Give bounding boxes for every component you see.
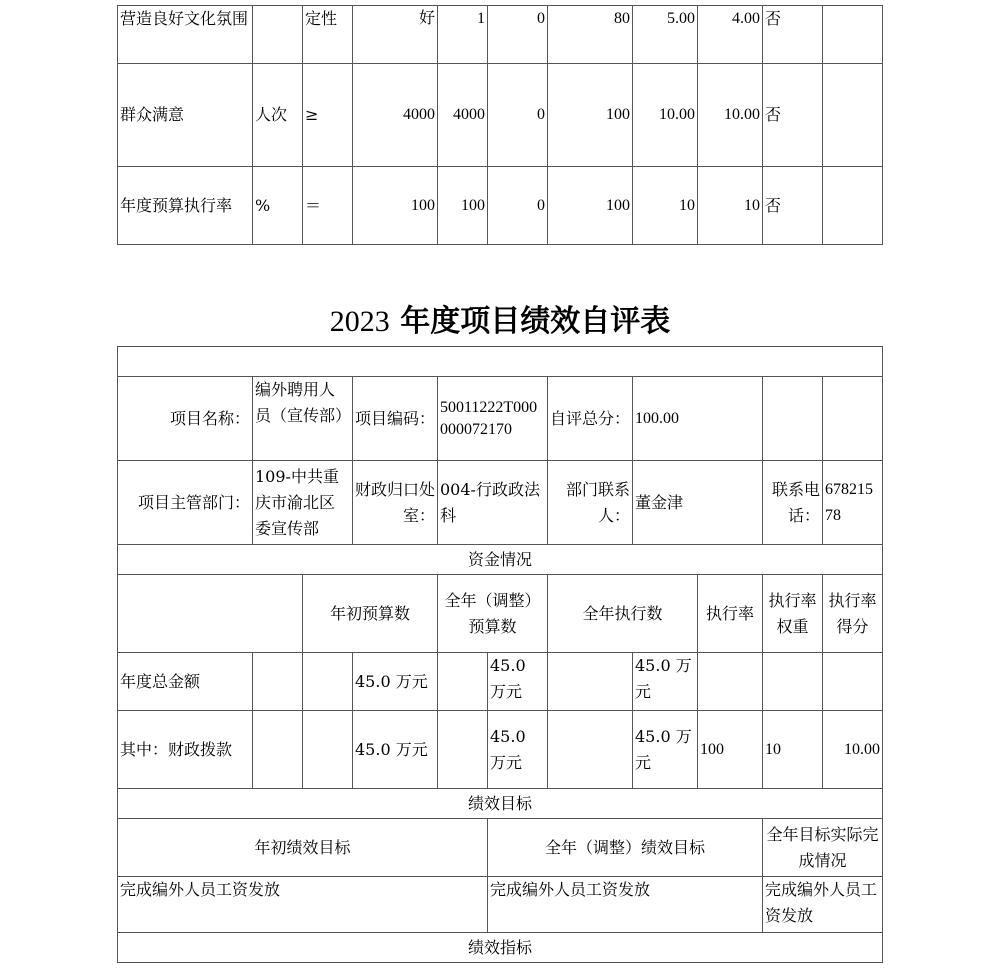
adjusted-goal-text: 完成编外人员工资发放 <box>488 877 763 933</box>
indicator-score: 4.00 <box>698 6 763 64</box>
total-score-value: 100.00 <box>633 377 763 461</box>
executed-value: 45.0 万元 <box>633 653 698 711</box>
actual-completion-header: 全年目标实际完成情况 <box>763 819 883 877</box>
table-row <box>118 64 883 167</box>
goals-content-row <box>118 877 883 933</box>
indicator-unit: % <box>253 167 303 245</box>
initial-budget-header: 年初预算数 <box>303 575 438 653</box>
funds-header-row <box>118 575 883 653</box>
indicator-actual: 1 <box>438 6 488 64</box>
indicator-flag: 否 <box>763 6 823 64</box>
rate-weight-value: 10 <box>763 711 823 789</box>
indicator-score: 10.00 <box>698 64 763 167</box>
department-row <box>118 461 883 545</box>
initial-goal-header: 年初绩效目标 <box>118 819 488 877</box>
initial-budget-value: 45.0 万元 <box>353 711 438 789</box>
adjusted-budget-header: 全年（调整）预算数 <box>438 575 548 653</box>
initial-goal-text: 完成编外人员工资发放 <box>118 877 488 933</box>
rate-weight-value <box>763 653 823 711</box>
contact-label: 部门联系人： <box>548 461 633 545</box>
rate-weight-header: 执行率权重 <box>763 575 823 653</box>
indicator-diff: 0 <box>488 167 548 245</box>
indicator-name: 年度预算执行率 <box>118 167 253 245</box>
indicator-note <box>823 64 883 167</box>
indicator-rate: 100 <box>548 167 633 245</box>
table-row <box>118 167 883 245</box>
executed-value: 45.0 万元 <box>633 711 698 789</box>
indicator-target: 100 <box>353 167 438 245</box>
funds-row-label: 年度总金额 <box>118 653 253 711</box>
table-row <box>118 6 883 64</box>
goals-section-row <box>118 789 883 819</box>
indicator-flag: 否 <box>763 167 823 245</box>
rate-score-header: 执行率得分 <box>823 575 883 653</box>
indicator-operator: ＝ <box>303 167 353 245</box>
evaluation-table <box>117 346 883 963</box>
indicator-flag: 否 <box>763 64 823 167</box>
indicator-score: 10 <box>698 167 763 245</box>
project-info-row <box>118 377 883 461</box>
execution-rate-value: 100 <box>698 711 763 789</box>
indicator-weight: 5.00 <box>633 6 698 64</box>
project-name-label: 项目名称： <box>118 377 253 461</box>
indicator-unit <box>253 6 303 64</box>
adjusted-budget-value: 45.0 万元 <box>488 711 548 789</box>
project-name-value: 编外聘用人员（宣传部） <box>253 377 353 461</box>
blank-header-row <box>118 347 883 377</box>
department-label: 项目主管部门： <box>118 461 253 545</box>
indicator-diff: 0 <box>488 6 548 64</box>
indicator-rate: 80 <box>548 6 633 64</box>
executed-header: 全年执行数 <box>548 575 698 653</box>
adjusted-budget-value: 45.0 万元 <box>488 653 548 711</box>
indicator-unit: 人次 <box>253 64 303 167</box>
indicators-section-heading: 绩效指标 <box>118 933 883 963</box>
initial-budget-value: 45.0 万元 <box>353 653 438 711</box>
indicator-target: 好 <box>353 6 438 64</box>
indicator-diff: 0 <box>488 64 548 167</box>
title-text: 年度项目绩效自评表 <box>400 304 671 339</box>
adjusted-goal-header: 全年（调整）绩效目标 <box>488 819 763 877</box>
indicator-weight: 10.00 <box>633 64 698 167</box>
indicator-operator: ≥ <box>303 64 353 167</box>
project-code-label: 项目编码： <box>353 377 438 461</box>
contact-value: 董金津 <box>633 461 763 545</box>
phone-label: 联系电话： <box>763 461 823 545</box>
indicator-name: 群众满意 <box>118 64 253 167</box>
execution-rate-value <box>698 653 763 711</box>
goals-header-row <box>118 819 883 877</box>
indicator-rate: 100 <box>548 64 633 167</box>
indicator-table-continued <box>117 5 883 245</box>
funds-row-label: 其中：财政拨款 <box>118 711 253 789</box>
title-year: 2023 <box>329 305 390 338</box>
execution-rate-header: 执行率 <box>698 575 763 653</box>
funds-section-heading: 资金情况 <box>118 545 883 575</box>
phone-value: 67821578 <box>823 461 883 545</box>
funds-section-row <box>118 545 883 575</box>
indicator-actual: 100 <box>438 167 488 245</box>
indicator-operator: 定性 <box>303 6 353 64</box>
indicator-actual: 4000 <box>438 64 488 167</box>
department-value: 109-中共重庆市渝北区委宣传部 <box>253 461 353 545</box>
indicator-note <box>823 6 883 64</box>
indicator-weight: 10 <box>633 167 698 245</box>
total-score-label: 自评总分： <box>548 377 633 461</box>
finance-office-label: 财政归口处室： <box>353 461 438 545</box>
finance-office-value: 004-行政政法科 <box>438 461 548 545</box>
funds-fiscal-row <box>118 711 883 789</box>
indicator-target: 4000 <box>353 64 438 167</box>
indicators-section-row <box>118 933 883 963</box>
goals-section-heading: 绩效目标 <box>118 789 883 819</box>
project-code-value: 50011222T000000072170 <box>438 377 548 461</box>
rate-score-value: 10.00 <box>823 711 883 789</box>
funds-total-row <box>118 653 883 711</box>
page-title <box>0 296 1000 340</box>
indicator-note <box>823 167 883 245</box>
indicator-name: 营造良好文化氛围 <box>118 6 253 64</box>
rate-score-value <box>823 653 883 711</box>
actual-completion-text: 完成编外人员工资发放 <box>763 877 883 933</box>
